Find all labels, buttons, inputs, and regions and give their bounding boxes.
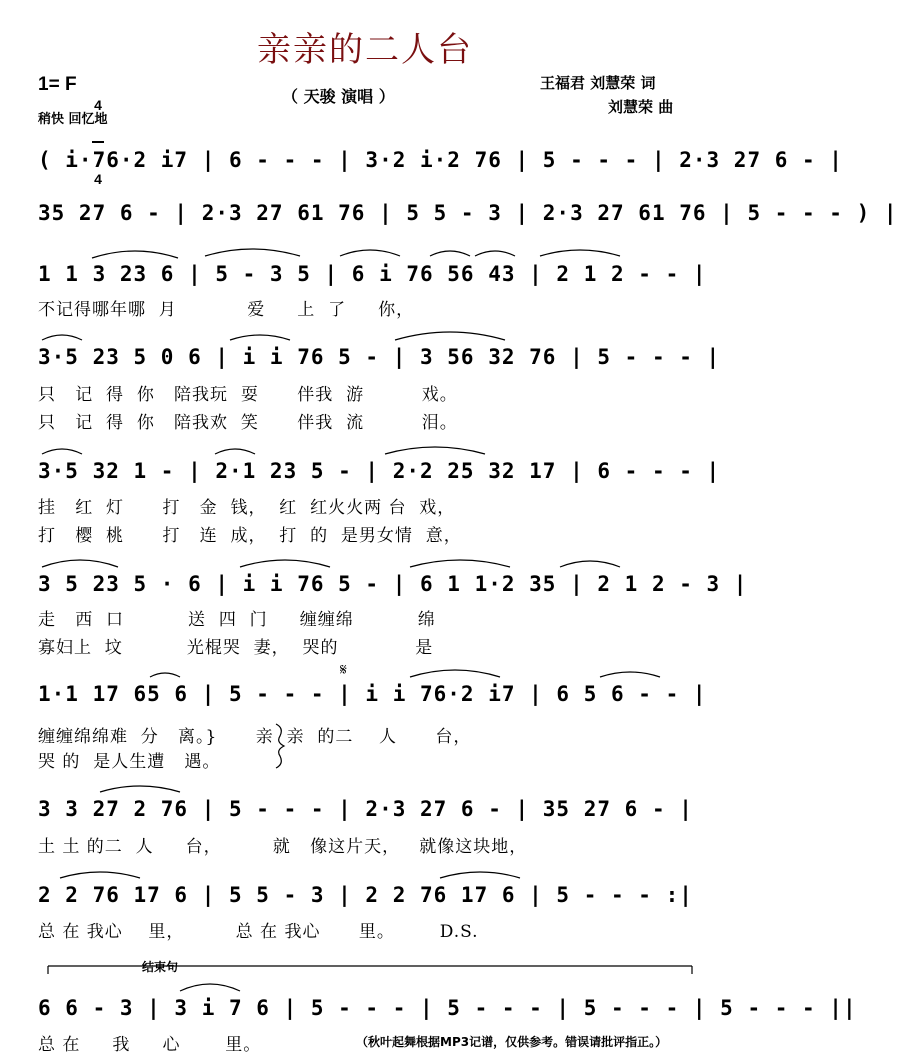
slur xyxy=(340,250,400,256)
lyric-line: 打 樱 桃 打 连 成， 打 的 是男女情 意， xyxy=(38,526,462,546)
lyric-line: 土 土 的二 人 台， 就 像这片天， 就像这块地， xyxy=(38,837,528,857)
score-line: 3·5 23 5 0 6 | i i 76 5 - | 3 56 32 76 | 5 - - - | xyxy=(38,345,721,369)
lyric-line: 只 记 得 你 陪我玩 耍 伴我 游 戏。 xyxy=(38,385,458,405)
time-signature-bottom: 4 xyxy=(94,171,102,187)
slur xyxy=(42,335,82,340)
slur xyxy=(92,251,178,258)
slur xyxy=(410,560,510,567)
time-signature-top: 4 xyxy=(94,97,102,113)
lyric-line: 挂 红 灯 打 金 钱， 红 红火火两 台 戏， xyxy=(38,498,456,518)
lyric-line: 总 在 我心 里， 总 在 我心 里。 D.S. xyxy=(38,922,479,942)
slur xyxy=(385,447,485,454)
score-line: 1 1 3 23 6 | 5 - 3 5 | 6 i 76 56 43 | 2 1 2 - - | xyxy=(38,262,707,286)
composer-credit: 刘慧荣 曲 xyxy=(608,98,674,116)
score-line: 6 6 - 3 | 3 i 7 6 | 5 - - - | 5 - - - | 5 - - - | 5 - - - || xyxy=(38,996,857,1020)
slur xyxy=(540,250,620,256)
lyric-line: 不记得哪年哪 月 爱 上 了 你， xyxy=(38,300,415,320)
score-line: ( i·76·2 i7 | 6 - - - | 3·2 i·2 76 | 5 - - - | 2·3 27 6 - | xyxy=(38,148,843,172)
slur xyxy=(42,449,82,454)
score-line: 3·5 32 1 - | 2·1 23 5 - | 2·2 25 32 17 | 6 - - - | xyxy=(38,459,721,483)
lyricist-credit: 王福君 刘慧荣 词 xyxy=(540,74,656,92)
slur xyxy=(215,449,255,454)
lyric-brace xyxy=(276,724,284,768)
slur xyxy=(560,561,620,567)
key-signature: 1= F xyxy=(38,74,77,95)
slur xyxy=(205,249,300,256)
coda-label: 结束句 xyxy=(142,960,179,974)
lyric-line: 总 在 我 心 里。 xyxy=(38,1035,262,1055)
score-line: 3 3 27 2 76 | 5 - - - | 2·3 27 6 - | 35 27 6 - | xyxy=(38,797,693,821)
transcriber-remark: （秋叶起舞根据MP3记谱，仅供参考。错误请批评指正。） xyxy=(356,1035,668,1049)
slur xyxy=(440,872,520,878)
slur xyxy=(42,560,118,567)
slur xyxy=(600,672,660,677)
lyric-line: 只 记 得 你 陪我欢 笑 伴我 流 泪。 xyxy=(38,413,458,433)
slur xyxy=(240,560,330,567)
slur xyxy=(395,332,505,340)
slur xyxy=(410,670,500,677)
slur xyxy=(180,984,240,991)
slur xyxy=(60,872,140,878)
score-line: 3 5 23 5 · 6 | i i 76 5 - | 6 1 1·2 35 | 2 1 2 - 3 | xyxy=(38,572,748,596)
slur xyxy=(430,251,470,256)
lyric-line: 寡妇上 坟 光棍哭 妻， 哭的 是 xyxy=(38,638,434,658)
slur xyxy=(150,673,180,677)
slur xyxy=(230,335,290,340)
song-title: 亲亲的二人台 xyxy=(257,30,473,70)
lyric-line: 缠缠绵绵难 分 离。} 亲 亲 的二 人 台， xyxy=(38,727,472,747)
lyric-line: 哭 的 是人生遭 遇。 xyxy=(38,752,221,772)
slur xyxy=(475,251,515,256)
score-line: 2 2 76 17 6 | 5 5 - 3 | 2 2 76 17 6 | 5 - - - :| xyxy=(38,883,693,907)
slur xyxy=(100,786,180,792)
tempo-marking: 稍快 回忆地 xyxy=(38,112,108,127)
segno-mark: 𝄋 xyxy=(340,660,347,679)
singer-credit: （ 天骏 演唱 ） xyxy=(282,87,395,106)
score-line: 1·1 17 65 6 | 5 - - - | i i 76·2 i7 | 6 5 6 - - | xyxy=(38,682,707,706)
score-line: 35 27 6 - | 2·3 27 61 76 | 5 5 - 3 | 2·3 27 61 76 | 5 - - - ) | xyxy=(38,201,898,225)
lyric-line: 走 西 口 送 四 门 缠缠绵 绵 xyxy=(38,610,436,630)
